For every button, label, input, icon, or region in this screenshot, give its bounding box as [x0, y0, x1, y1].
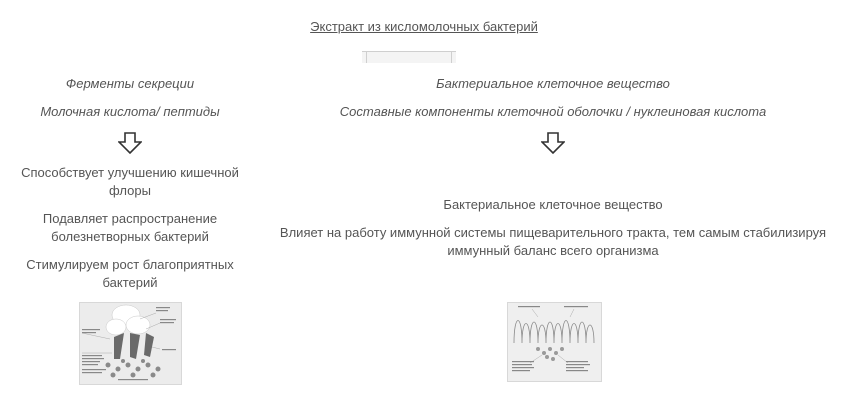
bacterial-cell-figure — [507, 302, 602, 382]
down-arrow-icon — [541, 132, 565, 154]
right-heading: Бактериальное клеточное вещество — [436, 76, 670, 91]
right-result-text: Влияет на работу иммунной системы пищеварительного тракта, тем самым стабилизируя иммунный баланс всего организма — [279, 225, 827, 258]
intestine-bacteria-illustration — [80, 303, 181, 384]
left-benefit-1: Способствует улучшению кишечной флоры — [21, 165, 239, 198]
down-arrow-icon — [118, 132, 142, 154]
left-subheading: Молочная кислота/ пептиды — [40, 104, 220, 119]
diagram-bracket — [362, 51, 456, 63]
left-benefit-2: Подавляет распространение болезнетворных бактерий — [42, 211, 218, 244]
right-result-title: Бактериальное клеточное вещество — [443, 197, 663, 212]
left-benefit-3: Стимулируем рост благоприятных бактерий — [26, 257, 234, 290]
intestinal-villi-illustration — [508, 303, 601, 381]
secretion-enzymes-figure — [79, 302, 182, 385]
page-title[interactable]: Экстракт из кисломолочных бактерий — [310, 19, 538, 34]
left-heading: Ферменты секреции — [65, 76, 195, 91]
right-subheading: Составные компоненты клеточной оболочки / нуклеиновая кислота — [339, 104, 767, 119]
